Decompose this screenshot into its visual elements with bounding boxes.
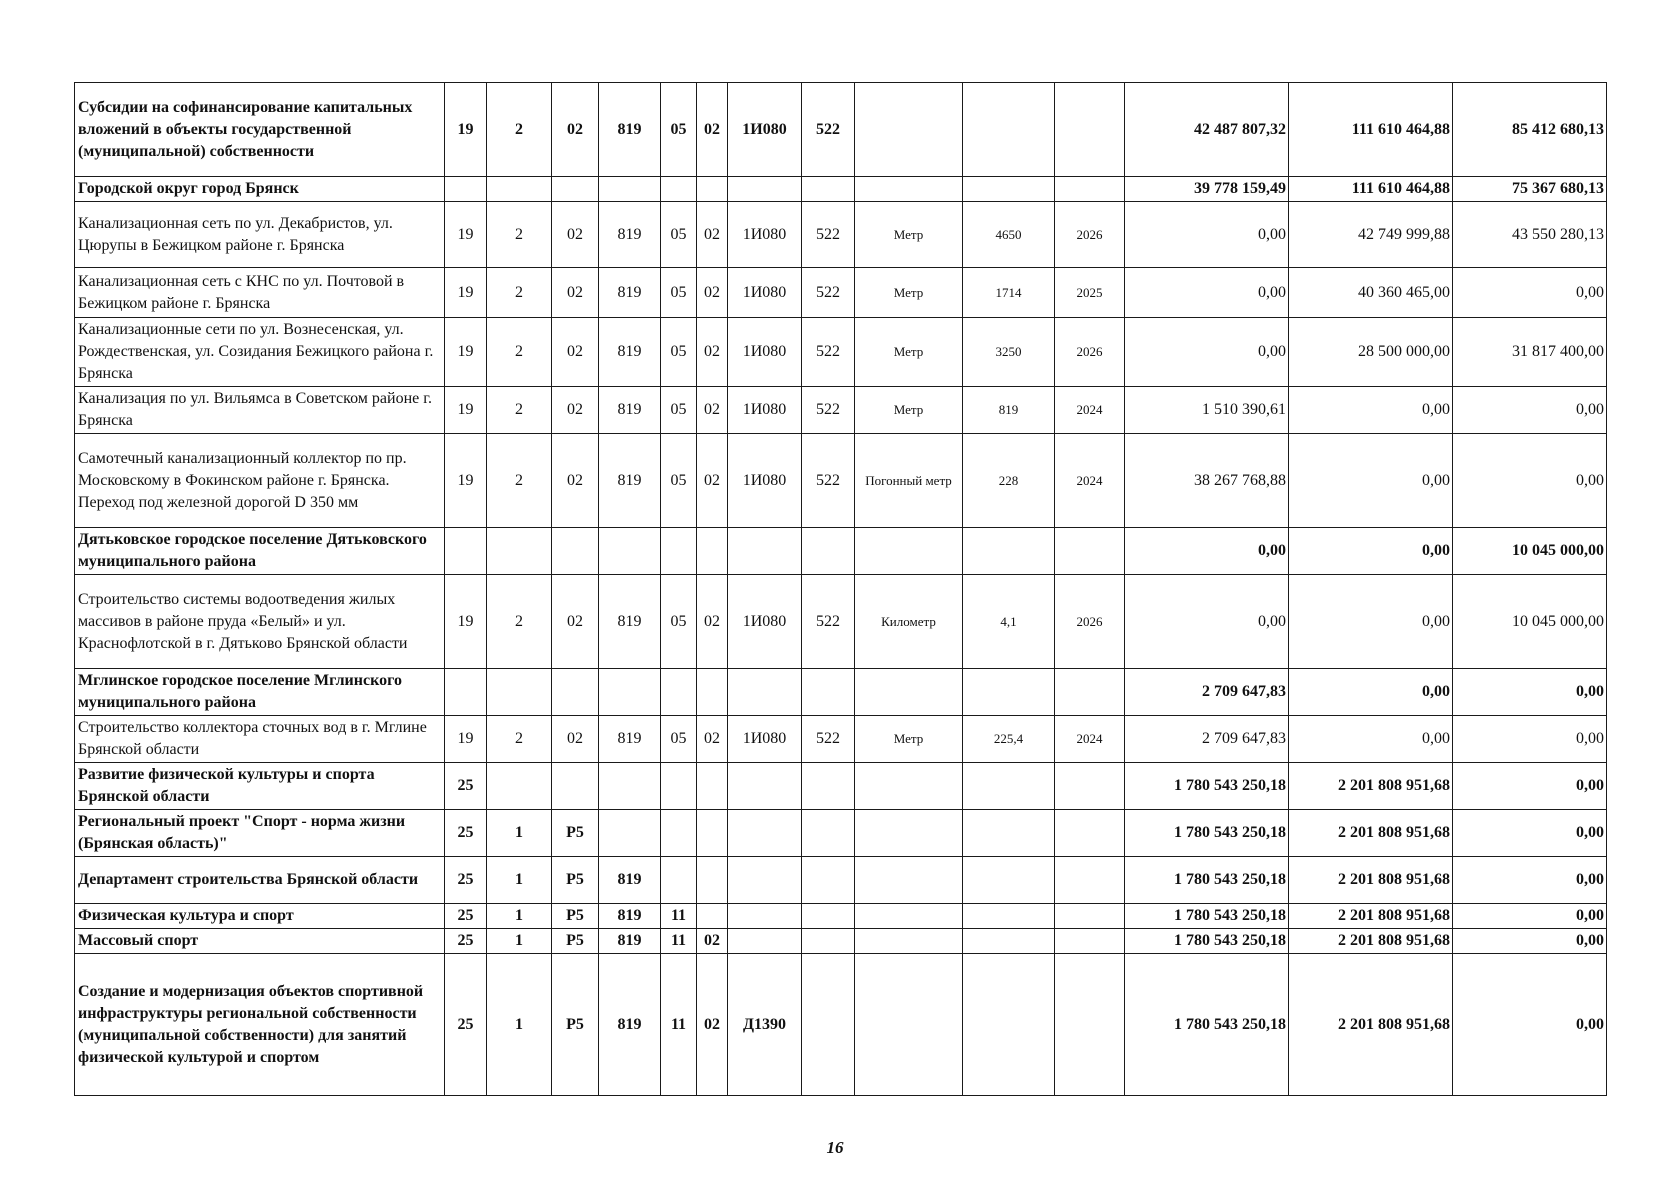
department-code: [599, 810, 661, 857]
expense-type-code: [802, 528, 855, 575]
project-code: 02: [552, 434, 599, 528]
subprogram-code: [487, 177, 552, 202]
year-cell: [1055, 904, 1125, 929]
table-row: [75, 387, 1607, 434]
amount-2026: 10 045 000,00: [1453, 575, 1607, 669]
year-cell: [1055, 83, 1125, 177]
amount-2024: 1 780 543 250,18: [1125, 954, 1289, 1096]
state-program-code: 25: [445, 857, 487, 904]
subprogram-code: 2: [487, 387, 552, 434]
year-cell: 2026: [1055, 575, 1125, 669]
direction-code: [728, 857, 802, 904]
unit-cell: Метр: [855, 268, 963, 318]
subprogram-code: 1: [487, 857, 552, 904]
expense-type-code: [802, 763, 855, 810]
subsection-code: 02: [697, 318, 728, 387]
year-cell: [1055, 954, 1125, 1096]
expense-type-code: [802, 954, 855, 1096]
amount-2025: 0,00: [1289, 575, 1453, 669]
state-program-code: 19: [445, 318, 487, 387]
department-code: 819: [599, 904, 661, 929]
section-code: 11: [661, 954, 697, 1096]
amount-2026: 0,00: [1453, 716, 1607, 763]
year-cell: [1055, 763, 1125, 810]
expense-type-code: 522: [802, 318, 855, 387]
table-row: [75, 268, 1607, 318]
unit-cell: [855, 763, 963, 810]
subsection-code: [697, 904, 728, 929]
department-code: [599, 528, 661, 575]
department-code: [599, 177, 661, 202]
subsection-code: 02: [697, 434, 728, 528]
table-row: [75, 434, 1607, 528]
section-code: 05: [661, 268, 697, 318]
year-cell: 2025: [1055, 268, 1125, 318]
capacity-cell: 3250: [963, 318, 1055, 387]
table-row: [75, 528, 1607, 575]
row-name: Строительство системы водоотведения жилых массивов в районе пруда «Белый» и ул. Краснофлотской в г. Дятьково Брянской области: [75, 575, 445, 669]
subprogram-code: 1: [487, 954, 552, 1096]
budget-table: [74, 82, 1607, 1096]
row-name: Департамент строительства Брянской области: [75, 857, 445, 904]
capacity-cell: [963, 763, 1055, 810]
amount-2024: 0,00: [1125, 575, 1289, 669]
direction-code: [728, 810, 802, 857]
subsection-code: [697, 528, 728, 575]
unit-cell: [855, 528, 963, 575]
state-program-code: 19: [445, 575, 487, 669]
capacity-cell: [963, 177, 1055, 202]
state-program-code: 25: [445, 904, 487, 929]
direction-code: [728, 929, 802, 954]
department-code: 819: [599, 268, 661, 318]
year-cell: [1055, 810, 1125, 857]
section-code: 05: [661, 575, 697, 669]
subprogram-code: [487, 669, 552, 716]
capacity-cell: [963, 528, 1055, 575]
amount-2026: 0,00: [1453, 763, 1607, 810]
row-name: Субсидии на софинансирование капитальных вложений в объекты государственной (муниципальной) собственности: [75, 83, 445, 177]
expense-type-code: [802, 669, 855, 716]
capacity-cell: [963, 810, 1055, 857]
unit-cell: Километр: [855, 575, 963, 669]
subsection-code: 02: [697, 202, 728, 268]
amount-2025: 0,00: [1289, 669, 1453, 716]
capacity-cell: [963, 929, 1055, 954]
unit-cell: [855, 904, 963, 929]
amount-2025: 40 360 465,00: [1289, 268, 1453, 318]
project-code: P5: [552, 954, 599, 1096]
subsection-code: 02: [697, 387, 728, 434]
amount-2026: 0,00: [1453, 810, 1607, 857]
subprogram-code: [487, 528, 552, 575]
amount-2026: 0,00: [1453, 904, 1607, 929]
project-code: 02: [552, 387, 599, 434]
subsection-code: 02: [697, 716, 728, 763]
amount-2025: 28 500 000,00: [1289, 318, 1453, 387]
project-code: 02: [552, 318, 599, 387]
project-code: 02: [552, 268, 599, 318]
amount-2024: 42 487 807,32: [1125, 83, 1289, 177]
department-code: 819: [599, 575, 661, 669]
subprogram-code: 1: [487, 810, 552, 857]
table-row: [75, 318, 1607, 387]
amount-2024: 1 780 543 250,18: [1125, 904, 1289, 929]
unit-cell: [855, 929, 963, 954]
amount-2024: 0,00: [1125, 268, 1289, 318]
subsection-code: [697, 857, 728, 904]
amount-2024: 1 510 390,61: [1125, 387, 1289, 434]
capacity-cell: 819: [963, 387, 1055, 434]
unit-cell: [855, 177, 963, 202]
capacity-cell: [963, 904, 1055, 929]
state-program-code: 19: [445, 268, 487, 318]
capacity-cell: [963, 857, 1055, 904]
department-code: 819: [599, 716, 661, 763]
amount-2024: 1 780 543 250,18: [1125, 763, 1289, 810]
amount-2024: 1 780 543 250,18: [1125, 810, 1289, 857]
amount-2026: 43 550 280,13: [1453, 202, 1607, 268]
section-code: [661, 669, 697, 716]
unit-cell: Метр: [855, 202, 963, 268]
project-code: 02: [552, 83, 599, 177]
amount-2024: 39 778 159,49: [1125, 177, 1289, 202]
direction-code: 1И080: [728, 202, 802, 268]
project-code: 02: [552, 716, 599, 763]
department-code: 819: [599, 387, 661, 434]
subsection-code: [697, 669, 728, 716]
table-row: [75, 810, 1607, 857]
year-cell: [1055, 177, 1125, 202]
project-code: P5: [552, 929, 599, 954]
project-code: [552, 177, 599, 202]
direction-code: 1И080: [728, 83, 802, 177]
amount-2025: 42 749 999,88: [1289, 202, 1453, 268]
amount-2026: 0,00: [1453, 387, 1607, 434]
project-code: [552, 763, 599, 810]
amount-2025: 111 610 464,88: [1289, 83, 1453, 177]
expense-type-code: 522: [802, 716, 855, 763]
row-name: Создание и модернизация объектов спортивной инфраструктуры региональной собственности (муниципальной собственности) для занятий физической культурой и спортом: [75, 954, 445, 1096]
year-cell: [1055, 669, 1125, 716]
amount-2026: 85 412 680,13: [1453, 83, 1607, 177]
section-code: [661, 177, 697, 202]
amount-2024: 0,00: [1125, 318, 1289, 387]
project-code: [552, 528, 599, 575]
section-code: 05: [661, 202, 697, 268]
section-code: [661, 810, 697, 857]
state-program-code: 25: [445, 954, 487, 1096]
subprogram-code: 2: [487, 716, 552, 763]
table-row: [75, 954, 1607, 1096]
state-program-code: 25: [445, 810, 487, 857]
subprogram-code: 1: [487, 904, 552, 929]
year-cell: [1055, 528, 1125, 575]
project-code: 02: [552, 202, 599, 268]
expense-type-code: [802, 177, 855, 202]
state-program-code: 19: [445, 202, 487, 268]
amount-2025: 2 201 808 951,68: [1289, 904, 1453, 929]
amount-2024: 2 709 647,83: [1125, 669, 1289, 716]
table-row: [75, 575, 1607, 669]
capacity-cell: [963, 83, 1055, 177]
unit-cell: [855, 810, 963, 857]
row-name: Самотечный канализационный коллектор по пр. Московскому в Фокинском районе г. Брянска. Переход под железной дорогой D 350 мм: [75, 434, 445, 528]
year-cell: 2024: [1055, 434, 1125, 528]
department-code: [599, 669, 661, 716]
department-code: 819: [599, 202, 661, 268]
department-code: [599, 763, 661, 810]
project-code: 02: [552, 575, 599, 669]
row-name: Канализационная сеть с КНС по ул. Почтовой в Бежицком районе г. Брянска: [75, 268, 445, 318]
state-program-code: 25: [445, 763, 487, 810]
department-code: 819: [599, 434, 661, 528]
expense-type-code: 522: [802, 434, 855, 528]
direction-code: 1И080: [728, 434, 802, 528]
year-cell: 2026: [1055, 202, 1125, 268]
unit-cell: [855, 669, 963, 716]
direction-code: [728, 177, 802, 202]
capacity-cell: [963, 954, 1055, 1096]
expense-type-code: [802, 904, 855, 929]
year-cell: [1055, 929, 1125, 954]
subprogram-code: 2: [487, 434, 552, 528]
unit-cell: [855, 954, 963, 1096]
subprogram-code: 2: [487, 268, 552, 318]
section-code: 05: [661, 716, 697, 763]
section-code: 11: [661, 929, 697, 954]
subsection-code: 02: [697, 954, 728, 1096]
subsection-code: 02: [697, 929, 728, 954]
capacity-cell: 228: [963, 434, 1055, 528]
direction-code: 1И080: [728, 268, 802, 318]
amount-2025: 0,00: [1289, 387, 1453, 434]
expense-type-code: 522: [802, 268, 855, 318]
section-code: [661, 763, 697, 810]
amount-2024: 1 780 543 250,18: [1125, 929, 1289, 954]
expense-type-code: 522: [802, 202, 855, 268]
direction-code: 1И080: [728, 716, 802, 763]
section-code: [661, 857, 697, 904]
direction-code: 1И080: [728, 387, 802, 434]
state-program-code: 25: [445, 929, 487, 954]
expense-type-code: [802, 810, 855, 857]
row-name: Городской округ город Брянск: [75, 177, 445, 202]
subsection-code: [697, 177, 728, 202]
row-name: Канализация по ул. Вильямса в Советском районе г. Брянска: [75, 387, 445, 434]
unit-cell: Метр: [855, 387, 963, 434]
amount-2026: 0,00: [1453, 669, 1607, 716]
state-program-code: 19: [445, 716, 487, 763]
subprogram-code: 2: [487, 83, 552, 177]
unit-cell: Метр: [855, 318, 963, 387]
subprogram-code: 2: [487, 575, 552, 669]
amount-2025: 2 201 808 951,68: [1289, 929, 1453, 954]
row-name: Дятьковское городское поселение Дятьковского муниципального района: [75, 528, 445, 575]
department-code: 819: [599, 83, 661, 177]
amount-2026: 0,00: [1453, 929, 1607, 954]
amount-2026: 0,00: [1453, 268, 1607, 318]
amount-2024: 2 709 647,83: [1125, 716, 1289, 763]
state-program-code: [445, 528, 487, 575]
year-cell: 2024: [1055, 387, 1125, 434]
row-name: Региональный проект "Спорт - норма жизни (Брянская область)": [75, 810, 445, 857]
subsection-code: [697, 763, 728, 810]
subprogram-code: 2: [487, 202, 552, 268]
table-row: [75, 202, 1607, 268]
amount-2026: 10 045 000,00: [1453, 528, 1607, 575]
subsection-code: 02: [697, 268, 728, 318]
capacity-cell: [963, 669, 1055, 716]
section-code: 11: [661, 904, 697, 929]
row-name: Физическая культура и спорт: [75, 904, 445, 929]
table-row: [75, 904, 1607, 929]
department-code: 819: [599, 954, 661, 1096]
direction-code: 1И080: [728, 318, 802, 387]
section-code: 05: [661, 387, 697, 434]
section-code: 05: [661, 83, 697, 177]
section-code: 05: [661, 318, 697, 387]
direction-code: [728, 669, 802, 716]
subprogram-code: 1: [487, 929, 552, 954]
project-code: P5: [552, 810, 599, 857]
row-name: Канализационная сеть по ул. Декабристов, ул. Цюрупы в Бежицком районе г. Брянска: [75, 202, 445, 268]
amount-2025: 2 201 808 951,68: [1289, 857, 1453, 904]
subprogram-code: [487, 763, 552, 810]
department-code: 819: [599, 857, 661, 904]
amount-2024: 0,00: [1125, 528, 1289, 575]
amount-2025: 2 201 808 951,68: [1289, 810, 1453, 857]
direction-code: [728, 763, 802, 810]
year-cell: 2026: [1055, 318, 1125, 387]
subsection-code: 02: [697, 575, 728, 669]
row-name: Строительство коллектора сточных вод в г. Мглине Брянской области: [75, 716, 445, 763]
section-code: 05: [661, 434, 697, 528]
amount-2025: 0,00: [1289, 528, 1453, 575]
unit-cell: [855, 83, 963, 177]
state-program-code: [445, 669, 487, 716]
table-row: [75, 716, 1607, 763]
project-code: P5: [552, 904, 599, 929]
subsection-code: [697, 810, 728, 857]
section-code: [661, 528, 697, 575]
department-code: 819: [599, 318, 661, 387]
row-name: Развитие физической культуры и спорта Брянской области: [75, 763, 445, 810]
state-program-code: 19: [445, 83, 487, 177]
amount-2024: 0,00: [1125, 202, 1289, 268]
expense-type-code: [802, 857, 855, 904]
subprogram-code: 2: [487, 318, 552, 387]
row-name: Канализационные сети по ул. Вознесенская, ул. Рождественская, ул. Созидания Бежицкого района г. Брянска: [75, 318, 445, 387]
table-row: [75, 177, 1607, 202]
state-program-code: [445, 177, 487, 202]
capacity-cell: 225,4: [963, 716, 1055, 763]
table-row: [75, 857, 1607, 904]
subsection-code: 02: [697, 83, 728, 177]
project-code: [552, 669, 599, 716]
amount-2026: 0,00: [1453, 434, 1607, 528]
amount-2025: 111 610 464,88: [1289, 177, 1453, 202]
expense-type-code: [802, 929, 855, 954]
unit-cell: Погонный метр: [855, 434, 963, 528]
amount-2024: 38 267 768,88: [1125, 434, 1289, 528]
row-name: Мглинское городское поселение Мглинского муниципального района: [75, 669, 445, 716]
capacity-cell: 1714: [963, 268, 1055, 318]
amount-2025: 0,00: [1289, 434, 1453, 528]
amount-2026: 0,00: [1453, 954, 1607, 1096]
expense-type-code: 522: [802, 387, 855, 434]
amount-2025: 0,00: [1289, 716, 1453, 763]
amount-2024: 1 780 543 250,18: [1125, 857, 1289, 904]
direction-code: [728, 904, 802, 929]
capacity-cell: 4650: [963, 202, 1055, 268]
amount-2026: 0,00: [1453, 857, 1607, 904]
year-cell: 2024: [1055, 716, 1125, 763]
direction-code: 1И080: [728, 575, 802, 669]
table-row: [75, 763, 1607, 810]
amount-2025: 2 201 808 951,68: [1289, 763, 1453, 810]
expense-type-code: 522: [802, 575, 855, 669]
row-name: Массовый спорт: [75, 929, 445, 954]
amount-2026: 31 817 400,00: [1453, 318, 1607, 387]
table-row: [75, 929, 1607, 954]
amount-2026: 75 367 680,13: [1453, 177, 1607, 202]
amount-2025: 2 201 808 951,68: [1289, 954, 1453, 1096]
unit-cell: Метр: [855, 716, 963, 763]
page-number: 16: [826, 1138, 844, 1157]
table-row: [75, 83, 1607, 177]
direction-code: Д1390: [728, 954, 802, 1096]
expense-type-code: 522: [802, 83, 855, 177]
direction-code: [728, 528, 802, 575]
project-code: P5: [552, 857, 599, 904]
capacity-cell: 4,1: [963, 575, 1055, 669]
unit-cell: [855, 857, 963, 904]
state-program-code: 19: [445, 434, 487, 528]
department-code: 819: [599, 929, 661, 954]
year-cell: [1055, 857, 1125, 904]
state-program-code: 19: [445, 387, 487, 434]
table-row: [75, 669, 1607, 716]
